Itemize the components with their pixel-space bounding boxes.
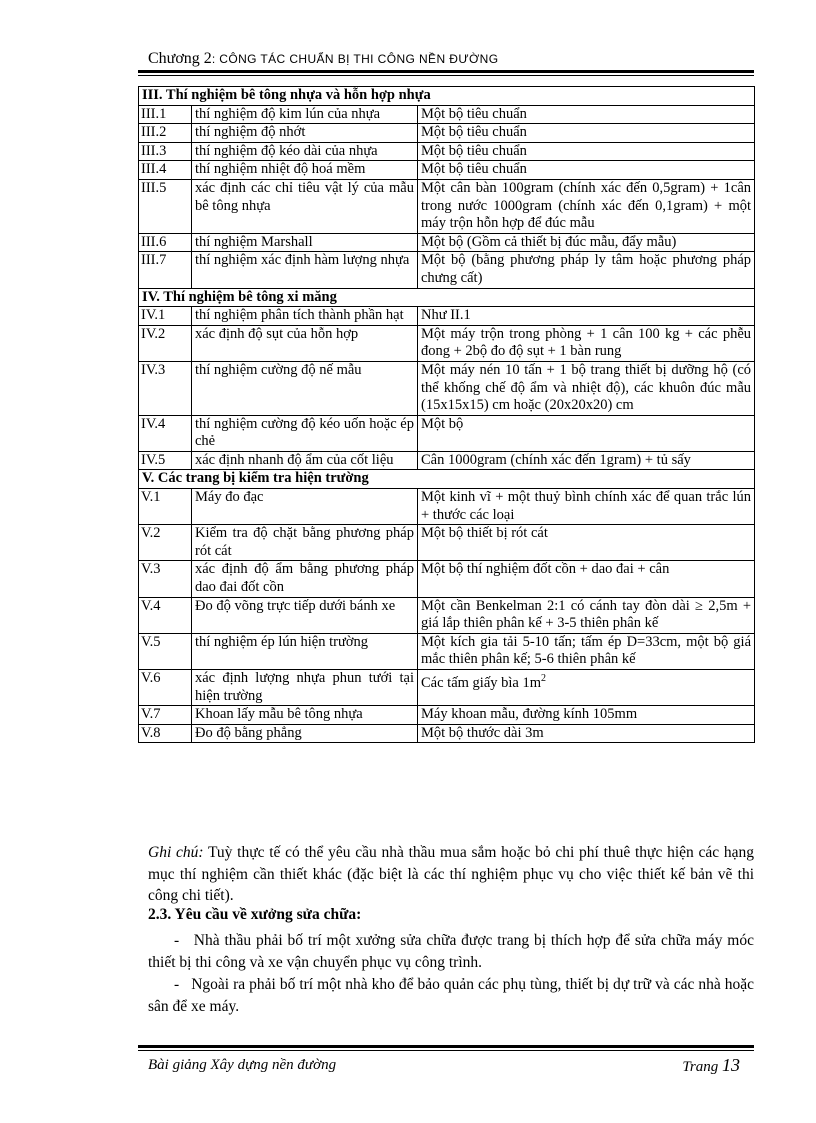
row-code: III.7 bbox=[139, 252, 192, 288]
section-header-row bbox=[139, 87, 755, 106]
row-test-name: thí nghiệm độ nhớt bbox=[192, 124, 418, 143]
row-code: V.1 bbox=[139, 489, 192, 525]
table-row bbox=[139, 325, 755, 361]
row-equipment: Như II.1 bbox=[418, 307, 755, 326]
table-row bbox=[139, 706, 755, 725]
row-test-name: xác định độ sụt của hỗn hợp bbox=[192, 325, 418, 361]
page-header bbox=[148, 50, 754, 68]
note-paragraph bbox=[148, 842, 754, 907]
note-label: Ghi chú: bbox=[148, 844, 204, 861]
row-test-name: xác định nhanh độ ẩm của cốt liệu bbox=[192, 451, 418, 470]
row-code: III.1 bbox=[139, 105, 192, 124]
row-code: IV.5 bbox=[139, 451, 192, 470]
row-test-name: xác định các chỉ tiêu vật lý của mẫu bê tông nhựa bbox=[192, 179, 418, 233]
row-equipment: Một bộ tiêu chuẩn bbox=[418, 161, 755, 180]
table-row bbox=[139, 105, 755, 124]
row-code: V.5 bbox=[139, 633, 192, 669]
table-row bbox=[139, 233, 755, 252]
table-row bbox=[139, 724, 755, 743]
equipment-table bbox=[138, 86, 755, 743]
section-title: III. Thí nghiệm bê tông nhựa và hỗn hợp nhựa bbox=[139, 87, 755, 106]
row-equipment: Một bộ (Gồm cả thiết bị đúc mẫu, đẩy mẫu) bbox=[418, 233, 755, 252]
table-row bbox=[139, 525, 755, 561]
row-equipment: Một kích gia tải 5-10 tấn; tấm ép D=33cm, một bộ giá mắc thiên phân kế; 5-6 thiên phân kế bbox=[418, 633, 755, 669]
row-code: V.8 bbox=[139, 724, 192, 743]
row-code: V.3 bbox=[139, 561, 192, 597]
table-row bbox=[139, 252, 755, 288]
page-footer bbox=[148, 1057, 754, 1074]
row-code: IV.2 bbox=[139, 325, 192, 361]
section-heading: 2.3. Yêu cầu về xưởng sửa chữa: bbox=[148, 906, 362, 923]
row-equipment: Một máy nén 10 tấn + 1 bộ trang thiết bị dưỡng hộ (có thể khống chế độ ẩm và nhiệt độ), các khuôn đúc mẫu (15x15x15) cm hoặc (20x20x20) cm bbox=[418, 361, 755, 415]
row-code: III.6 bbox=[139, 233, 192, 252]
row-code: V.6 bbox=[139, 670, 192, 706]
paragraph-text: Ngoài ra phải bố trí một nhà kho để bảo quản các phụ tùng, thiết bị dự trữ và các nhà hoặc sân để xe máy. bbox=[148, 976, 754, 1015]
row-test-name: xác định lượng nhựa phun tưới tại hiện trường bbox=[192, 670, 418, 706]
row-equipment: Một bộ (bằng phương pháp ly tâm hoặc phương pháp chưng cất) bbox=[418, 252, 755, 288]
equipment-table-body bbox=[139, 87, 755, 743]
table-row bbox=[139, 361, 755, 415]
row-equipment: Một bộ thước dài 3m bbox=[418, 724, 755, 743]
table-row bbox=[139, 179, 755, 233]
row-equipment-text: Các tấm giấy bìa 1m bbox=[421, 674, 541, 691]
table-row bbox=[139, 670, 755, 706]
table-row bbox=[139, 415, 755, 451]
row-test-name: Kiểm tra độ chặt bằng phương pháp rót cát bbox=[192, 525, 418, 561]
table-row bbox=[139, 142, 755, 161]
paragraph-dash: - bbox=[174, 932, 180, 949]
footer-rule bbox=[138, 1045, 754, 1048]
row-code: III.2 bbox=[139, 124, 192, 143]
table-row bbox=[139, 161, 755, 180]
row-test-name: thí nghiệm ép lún hiện trường bbox=[192, 633, 418, 669]
row-code: III.4 bbox=[139, 161, 192, 180]
row-equipment: Cân 1000gram (chính xác đến 1gram) + tủ sấy bbox=[418, 451, 755, 470]
row-test-name: thí nghiệm độ kim lún của nhựa bbox=[192, 105, 418, 124]
row-test-name: Khoan lấy mẫu bê tông nhựa bbox=[192, 706, 418, 725]
row-equipment: Máy khoan mẫu, đường kính 105mm bbox=[418, 706, 755, 725]
unit-superscript: 2 bbox=[541, 673, 546, 684]
paragraph-warehouse bbox=[148, 974, 754, 1017]
row-code: III.3 bbox=[139, 142, 192, 161]
row-equipment: Một bộ thiết bị rót cát bbox=[418, 525, 755, 561]
row-equipment: Một bộ bbox=[418, 415, 755, 451]
footer-course-title: Bài giảng Xây dựng nền đường bbox=[148, 1057, 337, 1073]
row-test-name: thí nghiệm phân tích thành phần hạt bbox=[192, 307, 418, 326]
section-header-row bbox=[139, 288, 755, 307]
table-row bbox=[139, 307, 755, 326]
row-test-name: thí nghiệm xác định hàm lượng nhựa bbox=[192, 252, 418, 288]
row-test-name: thí nghiệm cường độ kéo uốn hoặc ép chẻ bbox=[192, 415, 418, 451]
chapter-label: Chương 2 bbox=[148, 50, 212, 67]
row-code: IV.3 bbox=[139, 361, 192, 415]
paragraph-text: Nhà thầu phải bố trí một xưởng sửa chữa được trang bị thích hợp để sửa chữa máy móc thiết bị thi công và xe vận chuyển phục vụ công trình. bbox=[148, 932, 754, 971]
chapter-title: : CÔNG TÁC CHUẨN BỊ THI CÔNG NỀN ĐƯỜNG bbox=[211, 52, 499, 66]
row-code: V.4 bbox=[139, 597, 192, 633]
note-text: Tuỳ thực tế có thể yêu cầu nhà thầu mua sắm hoặc bỏ chi phí thuê thực hiện các hạng mục thí nghiệm cần thiết khác (đặc biệt là các thí nghiệm phục vụ cho việc thiết kế bản vẽ thi công chi tiết). bbox=[148, 844, 754, 904]
page-number: 13 bbox=[722, 1055, 740, 1075]
section-title: V. Các trang bị kiểm tra hiện trường bbox=[139, 470, 755, 489]
table-row bbox=[139, 451, 755, 470]
footer-rule-thin bbox=[138, 1050, 754, 1051]
header-rule-thin bbox=[138, 75, 754, 76]
row-equipment: Một bộ thí nghiệm đốt cồn + dao đai + cân bbox=[418, 561, 755, 597]
table-row bbox=[139, 124, 755, 143]
row-test-name: Đo độ bằng phẳng bbox=[192, 724, 418, 743]
row-test-name: Đo độ võng trực tiếp dưới bánh xe bbox=[192, 597, 418, 633]
page-label: Trang bbox=[682, 1059, 719, 1075]
row-test-name: thí nghiệm nhiệt độ hoá mềm bbox=[192, 161, 418, 180]
row-code: IV.4 bbox=[139, 415, 192, 451]
row-equipment: Một máy trộn trong phòng + 1 cân 100 kg + các phễu đong + 2bộ đo độ sụt + 1 bàn rung bbox=[418, 325, 755, 361]
table-row bbox=[139, 489, 755, 525]
row-equipment: Một kinh vĩ + một thuỷ bình chính xác để quan trắc lún + thước các loại bbox=[418, 489, 755, 525]
row-code: V.7 bbox=[139, 706, 192, 725]
row-equipment: Một cân bàn 100gram (chính xác đến 0,5gram) + 1cân trong nước 1000gram (chính xác đến 0,1gram) + một máy trộn hỗn hợp để đúc mẫu bbox=[418, 179, 755, 233]
row-equipment: Một bộ tiêu chuẩn bbox=[418, 124, 755, 143]
table-row bbox=[139, 597, 755, 633]
row-equipment: Một bộ tiêu chuẩn bbox=[418, 142, 755, 161]
row-test-name: thí nghiệm độ kéo dài của nhựa bbox=[192, 142, 418, 161]
section-header-row bbox=[139, 470, 755, 489]
row-equipment: Một bộ tiêu chuẩn bbox=[418, 105, 755, 124]
header-rule bbox=[138, 70, 754, 73]
row-equipment: Một cần Benkelman 2:1 có cánh tay đòn dài ≥ 2,5m + giá lắp thiên phân kế + 3-5 thiên phân kế bbox=[418, 597, 755, 633]
section-title: IV. Thí nghiệm bê tông xi măng bbox=[139, 288, 755, 307]
row-test-name: thí nghiệm cường độ nế mẫu bbox=[192, 361, 418, 415]
row-code: III.5 bbox=[139, 179, 192, 233]
row-test-name: thí nghiệm Marshall bbox=[192, 233, 418, 252]
row-code: V.2 bbox=[139, 525, 192, 561]
paragraph-dash: - bbox=[174, 976, 180, 993]
row-equipment bbox=[418, 670, 755, 706]
paragraph-workshop bbox=[148, 930, 754, 973]
page-number-group bbox=[682, 1055, 740, 1076]
table-row bbox=[139, 561, 755, 597]
row-test-name: Máy đo đạc bbox=[192, 489, 418, 525]
table-row bbox=[139, 633, 755, 669]
row-test-name: xác định độ ẩm bằng phương pháp dao đai đốt cồn bbox=[192, 561, 418, 597]
row-code: IV.1 bbox=[139, 307, 192, 326]
